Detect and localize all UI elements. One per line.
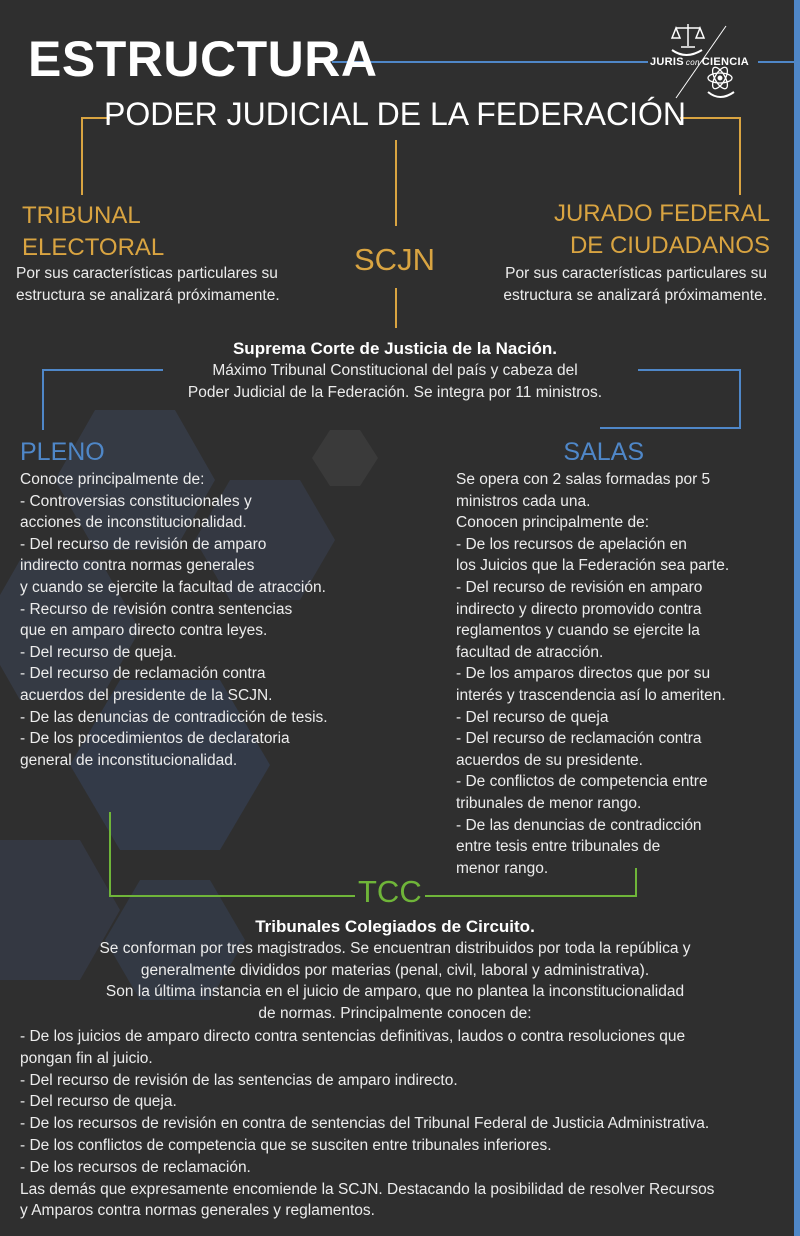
salas-list-line: interés y trascendencia así lo ameriten. bbox=[456, 686, 726, 704]
scjn-desc-line1: Máximo Tribunal Constitucional del país y cabeza del bbox=[212, 362, 578, 379]
pleno-list-line: acciones de inconstitucionalidad. bbox=[20, 514, 247, 532]
pleno-list-line: - Recurso de revisión contra sentencias bbox=[20, 600, 293, 618]
page-subtitle: PODER JUDICIAL DE LA FEDERACIÓN bbox=[103, 96, 687, 132]
salas-list-line: - De las denuncias de contradicción bbox=[456, 816, 702, 834]
scjn-desc-line2: Poder Judicial de la Federación. Se integra por 11 ministros. bbox=[187, 383, 603, 401]
tribunal-electoral-desc-line2: estructura se analizará próximamente. bbox=[16, 286, 280, 304]
right-edge-bar bbox=[794, 0, 800, 1236]
pleno-list-line: - Del recurso de queja. bbox=[20, 643, 177, 661]
scjn-description bbox=[0, 338, 790, 403]
tcc-list-line: y Amparos contra normas generales y reglamentos. bbox=[20, 1202, 375, 1220]
pleno-list-line: - Del recurso de revisión de amparo bbox=[20, 535, 267, 553]
salas-list-line: tribunales de menor rango. bbox=[456, 794, 642, 812]
tcc-list-line: - Del recurso de queja. bbox=[20, 1093, 177, 1111]
tribunal-electoral-description bbox=[16, 263, 346, 306]
pleno-title: PLENO bbox=[20, 438, 105, 466]
salas-list-line: Se opera con 2 salas formadas por 5 bbox=[456, 471, 711, 488]
tcc-list-line: - De los conflictos de competencia que se susciten entre tribunales inferiores. bbox=[20, 1136, 552, 1154]
tcc-intro-line: generalmente divididos por materias (penal, civil, laboral y administrativa). bbox=[140, 961, 650, 979]
tcc-title: TCC bbox=[358, 874, 422, 909]
tcc-intro-line: de normas. Principalmente conocen de: bbox=[258, 1004, 532, 1022]
salas-list-line: Conocen principalmente de: bbox=[456, 514, 650, 532]
salas-list-line: facultad de atracción. bbox=[456, 643, 604, 661]
salas-list-line: - De los recursos de apelación en bbox=[456, 535, 687, 553]
tcc-list-line: - De los recursos de reclamación. bbox=[20, 1158, 251, 1176]
salas-list-line: acuerdos de su presidente. bbox=[456, 751, 643, 769]
tribunal-electoral-title-line2: ELECTORAL bbox=[22, 234, 165, 261]
tcc-intro bbox=[0, 916, 790, 1024]
salas-list-line: - Del recurso de reclamación contra bbox=[456, 730, 702, 748]
tcc-list-line: Las demás que expresamente encomiende la SCJN. Destacando la posibilidad de resolver Recursos bbox=[20, 1180, 715, 1198]
salas-list-line: ministros cada una. bbox=[456, 492, 591, 510]
pleno-list-line: acuerdos del presidente de la SCJN. bbox=[20, 686, 273, 704]
pleno-list-line: - Controversias constitucionales y bbox=[20, 492, 252, 510]
pleno-list-line: indirecto contra normas generales bbox=[20, 557, 255, 575]
salas-list-line: - Del recurso de queja bbox=[456, 708, 609, 726]
tribunal-electoral-title-line1: TRIBUNAL bbox=[22, 202, 141, 229]
scjn-full-name: Suprema Corte de Justicia de la Nación. bbox=[232, 339, 558, 358]
tcc-intro-line: Son la última instancia en el juicio de amparo, que no plantea la inconstitucionalidad bbox=[105, 983, 685, 1001]
tcc-list-line: - Del recurso de revisión de las sentencias de amparo indirecto. bbox=[20, 1071, 458, 1089]
scales-icon bbox=[672, 24, 704, 47]
jurado-federal-title bbox=[500, 198, 770, 262]
scjn-title: SCJN bbox=[354, 242, 435, 277]
pleno-list-line: - De las denuncias de contradicción de tesis. bbox=[20, 708, 328, 726]
salas-list bbox=[456, 469, 786, 879]
logo-juris: JURIS bbox=[650, 56, 684, 68]
tcc-full-name: Tribunales Colegiados de Circuito. bbox=[255, 917, 535, 936]
salas-list-line: - De los amparos directos que por su bbox=[456, 665, 711, 683]
tcc-intro-lines bbox=[0, 938, 790, 1024]
salas-list-line: entre tesis entre tribunales de bbox=[456, 838, 661, 856]
jurado-title-line2: DE CIUDADANOS bbox=[569, 232, 770, 259]
salas-list-line: reglamentos y cuando se ejercite la bbox=[456, 622, 700, 640]
jurado-desc-line1: Por sus características particulares su bbox=[505, 265, 767, 282]
pleno-list bbox=[20, 469, 430, 771]
tcc-list-line: - De los recursos de revisión en contra de sentencias del Tribunal Federal de Justicia Administrativa. bbox=[20, 1115, 710, 1133]
tcc-list-line: - De los juicios de amparo directo contra sentencias definitivas, laudos o contra resoluciones que bbox=[20, 1028, 686, 1045]
pleno-list-line: - De los procedimientos de declaratoria bbox=[20, 730, 290, 748]
logo-con: con bbox=[685, 58, 700, 67]
tcc-list-line: pongan fin al juicio. bbox=[20, 1049, 153, 1067]
tribunal-electoral-desc-line1: Por sus características particulares su bbox=[16, 265, 278, 282]
pleno-list-line: que en amparo directo contra leyes. bbox=[20, 622, 268, 640]
page-title: ESTRUCTURA bbox=[28, 31, 378, 87]
salas-list-line: los Juicios que la Federación sea parte. bbox=[456, 557, 730, 575]
pleno-list-line: Conoce principalmente de: bbox=[20, 471, 205, 488]
salas-list-line: - De conflictos de competencia entre bbox=[456, 773, 708, 791]
logo-ciencia: CIENCIA bbox=[701, 56, 750, 68]
tcc-list bbox=[20, 1026, 790, 1222]
pleno-list-line: general de inconstitucionalidad. bbox=[20, 751, 238, 769]
tribunal-electoral-title bbox=[22, 200, 164, 264]
logo-text bbox=[650, 56, 749, 68]
atom-icon bbox=[708, 65, 732, 91]
pleno-list-line: y cuando se ejercite la facultad de atracción. bbox=[20, 578, 326, 596]
tcc-intro-line: Se conforman por tres magistrados. Se encuentran distribuidos por toda la república y bbox=[99, 940, 691, 957]
jurado-desc-line2: estructura se analizará próximamente. bbox=[503, 286, 767, 304]
salas-list-line: - Del recurso de revisión en amparo bbox=[456, 578, 703, 596]
jurado-title-line1: JURADO FEDERAL bbox=[553, 200, 770, 227]
salas-list-line: indirecto y directo promovido contra bbox=[456, 600, 702, 618]
juris-con-ciencia-logo bbox=[648, 20, 758, 102]
pleno-list-line: - Del recurso de reclamación contra bbox=[20, 665, 266, 683]
jurado-federal-description bbox=[440, 263, 767, 306]
salas-title: SALAS bbox=[563, 438, 644, 466]
salas-list-line: menor rango. bbox=[456, 859, 549, 877]
